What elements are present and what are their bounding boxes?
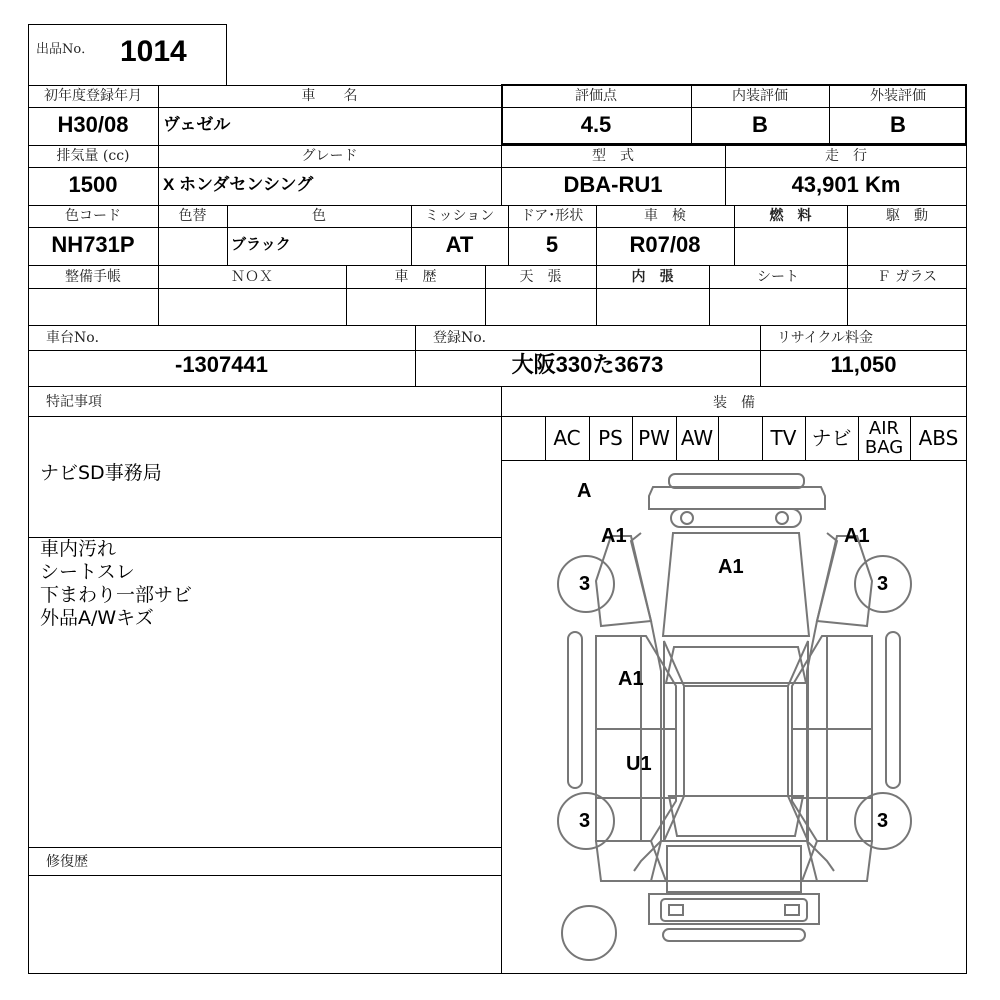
equip-tv: TV xyxy=(770,426,797,450)
lot-label: 出品No． xyxy=(36,42,95,57)
equip-pw: PW xyxy=(638,426,670,450)
history-label: 車 歴 xyxy=(394,269,437,285)
equip-aw: AW xyxy=(680,426,714,450)
displacement-value: 1500 xyxy=(68,172,118,197)
service-book-label: 整備手帳 xyxy=(65,269,121,285)
nox-label: ＮＯＸ xyxy=(231,269,273,285)
equip-navi: ナビ xyxy=(811,426,852,450)
first-reg-value: H30/08 xyxy=(57,112,129,137)
repaint-label: 色替 xyxy=(178,208,207,224)
roof-outline xyxy=(684,686,788,796)
left-side-step xyxy=(568,632,582,788)
transmission-label: ミッション xyxy=(424,208,495,224)
color-code-value: NH731P xyxy=(51,232,135,257)
mark-rear-right-tire: 3 xyxy=(877,810,889,832)
mileage-value: 43,901 Km xyxy=(791,172,901,197)
front-grille-outline xyxy=(649,487,825,509)
color-value: ブラック xyxy=(231,236,291,253)
drive-label: 駆 動 xyxy=(886,208,928,224)
lot-number: 1014 xyxy=(120,35,187,68)
special-notes-label: 特記事項 xyxy=(46,394,102,410)
equip-abs: ABS xyxy=(918,426,959,450)
seat-label: シート xyxy=(757,269,799,285)
mark-hood: A1 xyxy=(718,556,744,578)
right-front-fender-outline xyxy=(817,536,872,626)
mark-left-front-door: A1 xyxy=(618,668,644,690)
car-name-label: 車 名 xyxy=(301,88,358,104)
upholstery-label: 内 張 xyxy=(631,269,674,285)
equip-airbag: AIR BAG xyxy=(864,418,904,458)
color-label: 色 xyxy=(312,208,326,224)
chassis-no-label: 車台No． xyxy=(46,330,109,346)
first-reg-label: 初年度登録年月 xyxy=(44,88,142,104)
windshield-outline xyxy=(666,647,806,683)
reg-no-value: 大阪330た3673 xyxy=(511,352,664,377)
exterior-label: 外装評価 xyxy=(870,88,926,104)
score-value: 4.5 xyxy=(580,112,612,137)
special-note-1: 車内汚れ xyxy=(40,538,117,560)
displacement-label: 排気量 (cc) xyxy=(56,148,130,164)
chassis-no-value: -1307441 xyxy=(175,352,268,377)
right-body-line xyxy=(807,533,837,871)
f-glass-label: Ｆ ガラス xyxy=(876,269,938,285)
spare-tire xyxy=(562,906,616,960)
right-side-step xyxy=(886,632,900,788)
door-label: ドア･形状 xyxy=(520,208,584,224)
left-body-line xyxy=(631,533,661,871)
special-note-3: 下まわり一部サビ xyxy=(40,584,193,606)
equip-ac: AC xyxy=(553,426,581,450)
right-doors-outline xyxy=(792,636,872,841)
score-label: 評価点 xyxy=(575,88,617,104)
rear-window-outline xyxy=(669,796,803,836)
recycle-fee-label: リサイクル料金 xyxy=(777,330,874,346)
left-front-fender-outline xyxy=(596,536,651,626)
grade-value: X ホンダセンシング xyxy=(163,175,314,194)
inspection-value: R07/08 xyxy=(629,232,701,257)
mark-front-right-tire: 3 xyxy=(877,573,889,595)
front-bumper-outline xyxy=(669,474,804,488)
color-code-label: 色コード xyxy=(65,208,121,224)
model-label: 型 式 xyxy=(592,148,634,164)
roof-label: 天 張 xyxy=(519,269,562,285)
door-value: 5 xyxy=(545,232,559,257)
special-top-note: ナビSD事務局 xyxy=(40,462,162,484)
reg-no-label: 登録No． xyxy=(433,330,496,346)
transmission-value: AT xyxy=(445,232,474,257)
mark-front: A xyxy=(577,480,592,502)
fuel-label: 燃 料 xyxy=(769,208,812,224)
mark-front-left-tire: 3 xyxy=(579,573,591,595)
repair-history-label: 修復歴 xyxy=(46,854,88,870)
rear-bumper-outline xyxy=(663,929,805,941)
mark-rear-left-tire: 3 xyxy=(579,810,591,832)
grade-label: グレード xyxy=(301,148,358,164)
mark-left-rear-door: U1 xyxy=(626,753,652,775)
special-note-4: 外品A/Wキズ xyxy=(40,607,154,629)
equipment-label: 装 備 xyxy=(713,395,755,411)
inspection-label: 車 検 xyxy=(644,208,686,224)
equip-ps: PS xyxy=(598,426,623,450)
recycle-fee-value: 11,050 xyxy=(830,352,897,377)
trunk-lid-outline xyxy=(667,846,801,892)
mileage-label: 走 行 xyxy=(825,148,867,164)
special-note-2: シートスレ xyxy=(40,561,135,583)
hood-outline xyxy=(663,533,809,636)
mark-left-front-fender: A1 xyxy=(601,525,627,547)
model-value: DBA-RU1 xyxy=(563,172,663,197)
car-name-value: ヴェゼル xyxy=(163,115,231,134)
exterior-value: B xyxy=(890,112,906,137)
mark-right-front-fender: A1 xyxy=(844,525,870,547)
interior-value: B xyxy=(752,112,768,137)
car-condition-diagram xyxy=(501,461,967,974)
interior-label: 内装評価 xyxy=(732,88,788,104)
